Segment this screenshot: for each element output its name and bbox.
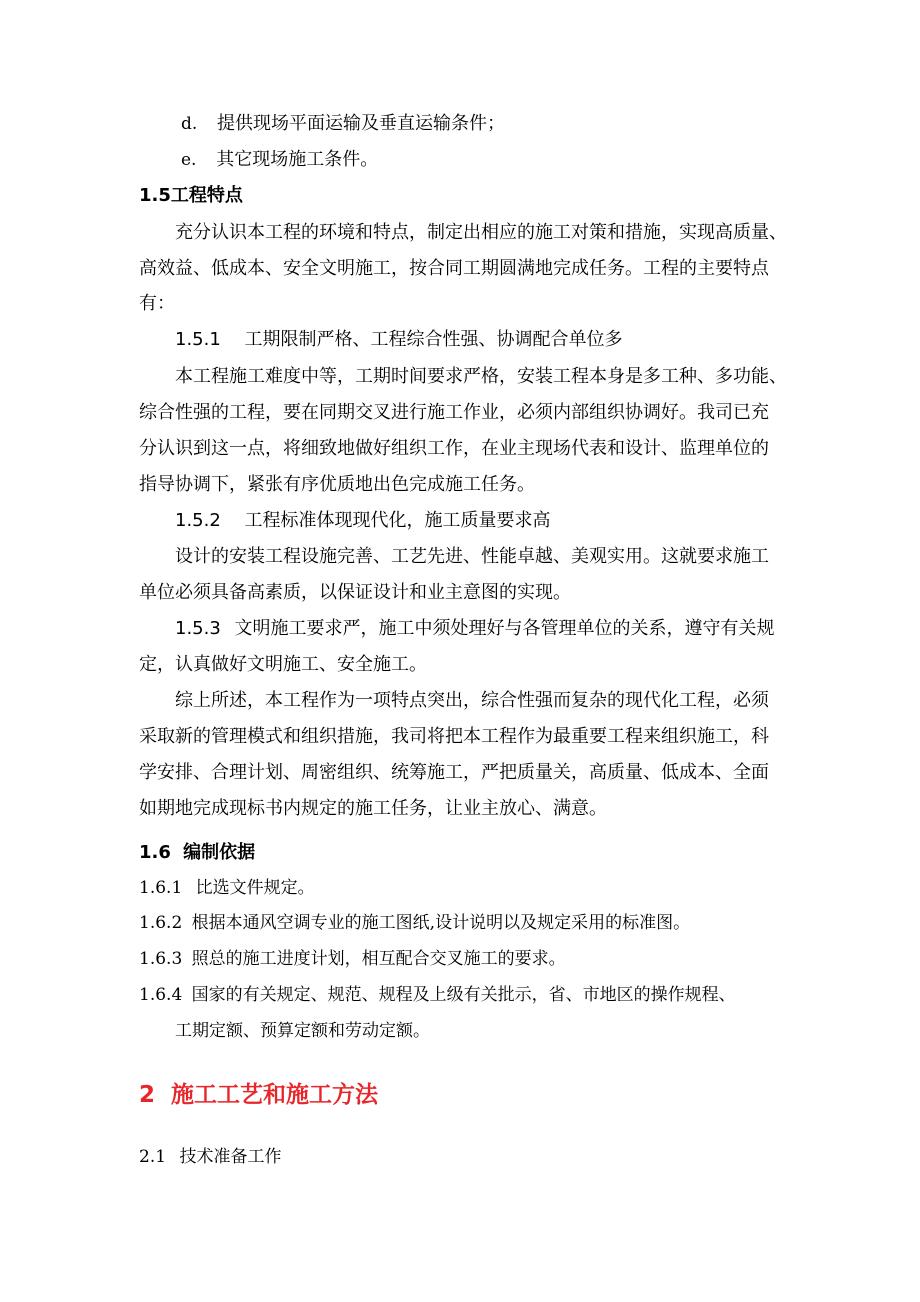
paragraph-line: 综合性强的工程，要在同期交叉进行施工作业，必须内部组织协调好。我司已充 <box>139 402 769 423</box>
basis-item-1-6-1 <box>139 876 315 900</box>
paragraph-line: 指导协调下，紧张有序优质地出色完成施工任务。 <box>139 474 535 495</box>
paragraph-line: 高效益、低成本、安全文明施工，按合同工期圆满地完成任务。工程的主要特点 <box>139 258 769 279</box>
item-text: 照总的施工进度计划，相互配合交叉施工的要求。 <box>191 949 566 969</box>
section-title: 工程特点 <box>170 185 243 206</box>
paragraph-line: 分认识到这一点，将细致地做好组织工作，在业主现场代表和设计、监理单位的 <box>139 438 769 459</box>
basis-item-1-6-4 <box>139 983 736 1007</box>
subsection-1-5-1-heading <box>175 328 623 352</box>
subsection-1-5-2-heading <box>175 509 551 533</box>
basis-item-1-6-3 <box>139 947 566 971</box>
item-number: 1.6.1 <box>139 878 183 898</box>
paragraph-line: 工期定额、预算定额和劳动定额。 <box>175 1021 430 1041</box>
section-title: 技术准备工作 <box>179 1147 282 1167</box>
list-item-d <box>181 112 505 136</box>
subsection-number: 1.5.2 <box>175 510 221 531</box>
section-1-6-heading <box>139 841 255 865</box>
basis-item-1-6-2 <box>139 911 690 935</box>
paragraph-line: 充分认识本工程的环境和特点，制定出相应的施工对策和措施，实现高质量、 <box>175 222 787 243</box>
list-label-e: e. <box>181 150 197 170</box>
item-text: 国家的有关规定、规范、规程及上级有关批示，省、市地区的操作规程、 <box>191 985 736 1005</box>
section-number: 1.6 <box>139 842 171 863</box>
subsection-title: 工程标准体现现代化，施工质量要求高 <box>244 510 551 531</box>
subsection-number: 1.5.1 <box>175 329 221 350</box>
paragraph-line: 采取新的管理模式和组织措施，我司将把本工程作为最重要工程来组织施工，科 <box>139 726 769 747</box>
paragraph-line: 本工程施工难度中等，工期时间要求严格，安装工程本身是多工种、多功能、 <box>175 366 787 387</box>
paragraph-line: 设计的安装工程设施完善、工艺先进、性能卓越、美观实用。这就要求施工 <box>175 546 769 567</box>
chapter-2-heading <box>139 1080 378 1110</box>
paragraph-line: 有： <box>139 293 175 314</box>
subsection-title: 工期限制严格、工程综合性强、协调配合单位多 <box>244 329 623 350</box>
paragraph-line: 定，认真做好文明施工、安全施工。 <box>139 654 427 675</box>
section-2-1-heading <box>139 1145 281 1169</box>
paragraph-line: 综上所述，本工程作为一项特点突出，综合性强而复杂的现代化工程，必须 <box>175 690 769 711</box>
section-number: 2.1 <box>139 1147 167 1167</box>
subsection-text: 文明施工要求严，施工中须处理好与各管理单位的关系，遵守有关规 <box>234 618 775 639</box>
paragraph-line: 单位必须具备高素质，以保证设计和业主意图的实现。 <box>139 582 571 603</box>
list-label-d: d. <box>181 114 198 134</box>
section-number: 1.5 <box>139 185 171 206</box>
section-title: 编制依据 <box>183 842 256 863</box>
subsection-1-5-3-heading <box>175 617 775 641</box>
item-number: 1.6.4 <box>139 985 183 1005</box>
item-text: 比选文件规定。 <box>195 878 315 898</box>
list-text-e: 其它现场施工条件。 <box>216 149 379 170</box>
section-1-5-heading <box>139 184 243 208</box>
list-text-d: 提供现场平面运输及垂直运输条件； <box>217 113 506 134</box>
item-number: 1.6.3 <box>139 949 183 969</box>
chapter-number: 2 <box>139 1082 156 1108</box>
chapter-title: 施工工艺和施工方法 <box>171 1082 379 1108</box>
item-text: 根据本通风空调专业的施工图纸,设计说明以及规定采用的标准图。 <box>191 913 691 933</box>
paragraph-line: 学安排、合理计划、周密组织、统筹施工，严把质量关，高质量、低成本、全面 <box>139 762 769 783</box>
list-item-e <box>181 148 378 172</box>
subsection-number: 1.5.3 <box>175 618 221 639</box>
paragraph-line: 如期地完成现标书内规定的施工任务，让业主放心、满意。 <box>139 798 607 819</box>
item-number: 1.6.2 <box>139 913 183 933</box>
